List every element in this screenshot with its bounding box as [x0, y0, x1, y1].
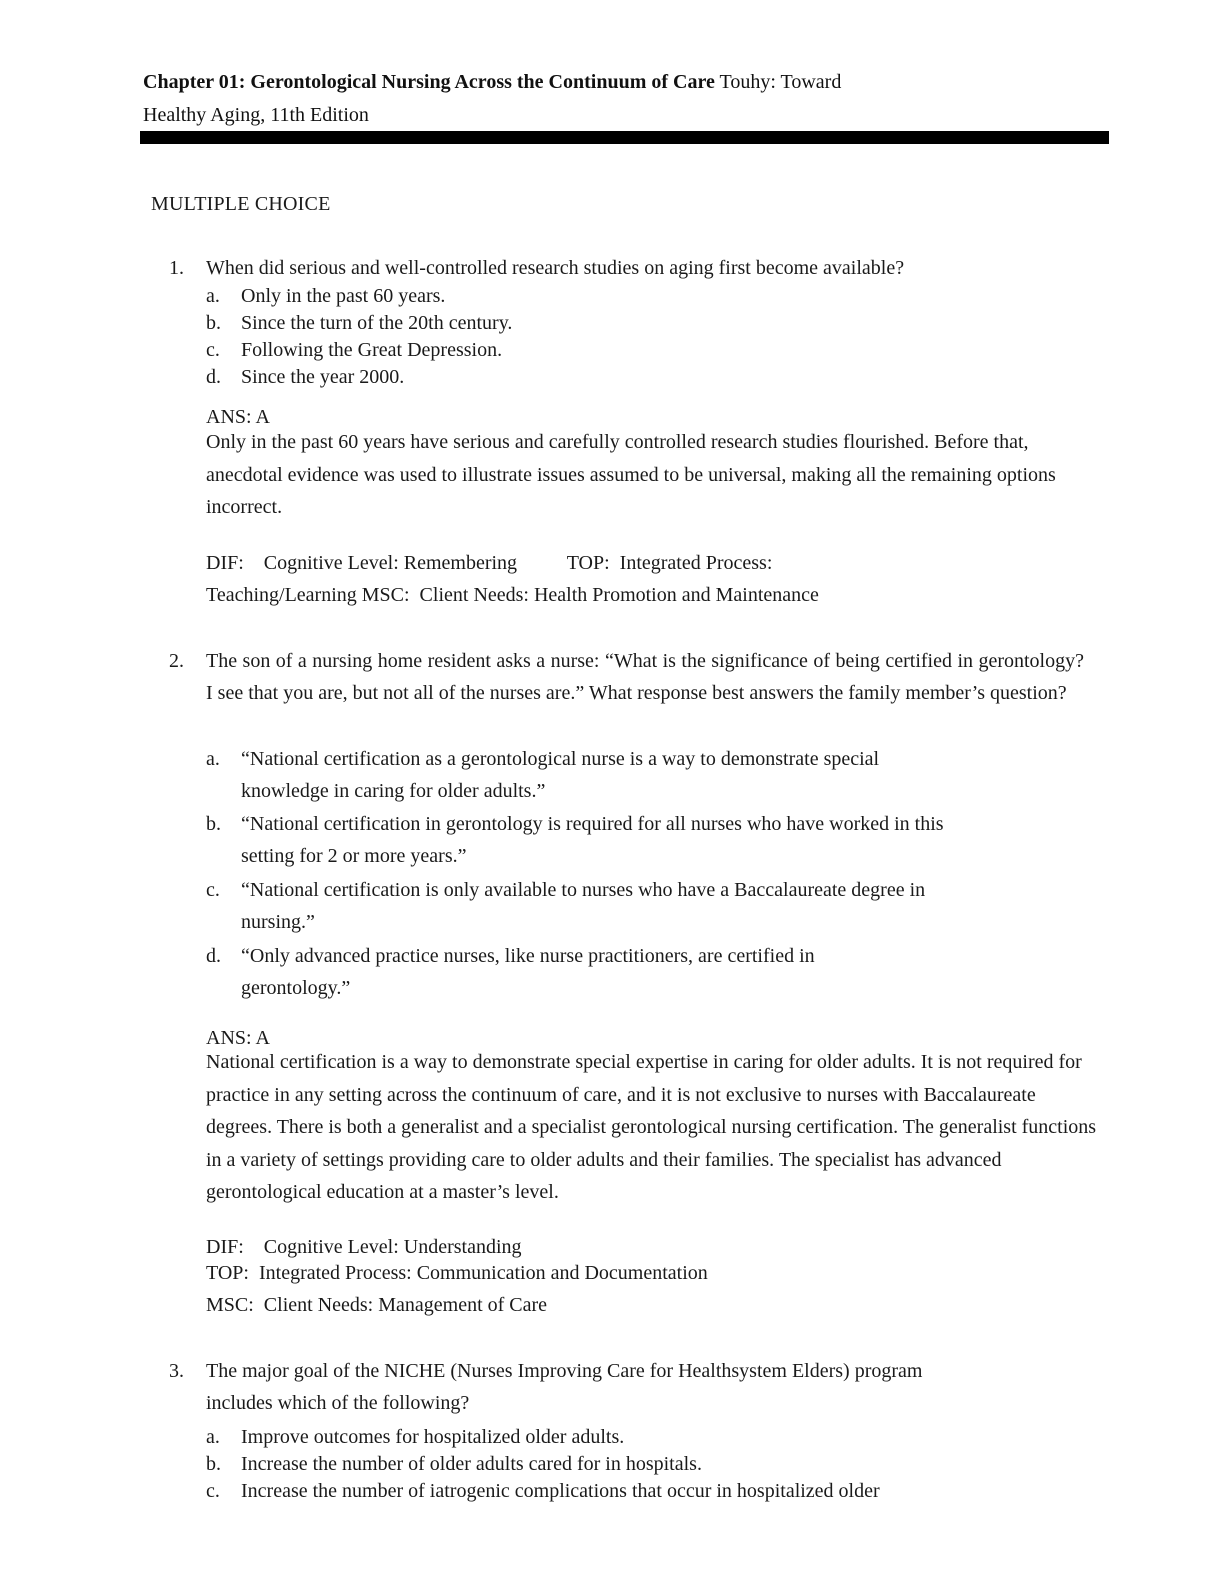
- question-number: 2.: [169, 650, 184, 672]
- rationale: Only in the past 60 years have serious and carefully controlled research studies flourished. Before that, anecdotal evidence was used to illustrate issues assumed to be universal, making all the remaining options incorrect.: [206, 431, 1056, 518]
- option-letter: b.: [206, 312, 221, 334]
- option-text: Since the year 2000.: [241, 366, 405, 388]
- option-text: Following the Great Depression.: [241, 339, 503, 361]
- chapter-title: Chapter 01: Gerontological Nursing Across the Continuum of Care: [143, 71, 715, 93]
- option-letter: b.: [206, 1453, 221, 1475]
- meta-line: TOP: Integrated Process: Communication and Documentation: [206, 1262, 708, 1284]
- meta-line: Teaching/Learning MSC: Client Needs: Health Promotion and Maintenance: [206, 584, 819, 606]
- option-letter: d.: [206, 945, 221, 967]
- answer-key: ANS: A: [206, 406, 270, 428]
- option-letter: b.: [206, 813, 221, 835]
- answer-key: ANS: A: [206, 1027, 270, 1049]
- option-letter: c.: [206, 879, 220, 901]
- document-header: [143, 66, 1103, 132]
- meta-line: DIF: Cognitive Level: Understanding: [206, 1236, 522, 1258]
- option-text-line: “Only advanced practice nurses, like nurse practitioners, are certified in: [241, 945, 815, 967]
- option-text: Only in the past 60 years.: [241, 285, 446, 307]
- option-letter: c.: [206, 1480, 220, 1502]
- header-rule: [140, 131, 1109, 144]
- question-text-line: The major goal of the NICHE (Nurses Improving Care for Healthsystem Elders) program: [206, 1360, 923, 1382]
- option-text-line: gerontology.”: [241, 977, 351, 999]
- option-text-line: nursing.”: [241, 911, 315, 933]
- option-letter: d.: [206, 366, 221, 388]
- question-text: When did serious and well-controlled research studies on aging first become available?: [206, 257, 905, 279]
- option-letter: a.: [206, 1426, 220, 1448]
- option-text: Increase the number of older adults cared for in hospitals.: [241, 1453, 702, 1475]
- question-number: 3.: [169, 1360, 184, 1382]
- question-text-line: includes which of the following?: [206, 1392, 470, 1414]
- option-text-line: setting for 2 or more years.”: [241, 845, 467, 867]
- option-text-line: “National certification in gerontology is required for all nurses who have worked in this: [241, 813, 944, 835]
- option-text: Increase the number of iatrogenic complications that occur in hospitalized older: [241, 1480, 880, 1502]
- option-letter: c.: [206, 339, 220, 361]
- question-text: The son of a nursing home resident asks a nurse: “What is the significance of being certified in gerontology? I see that you are, but not all of the nurses are.” What response best answers the family member’s question?: [206, 650, 1084, 704]
- option-text-line: “National certification is only available to nurses who have a Baccalaureate degree in: [241, 879, 926, 901]
- option-text: Since the turn of the 20th century.: [241, 312, 513, 334]
- header-line-2: Healthy Aging, 11th Edition: [143, 104, 369, 126]
- book-title-part1: Touhy: Toward: [714, 71, 842, 93]
- option-letter: a.: [206, 285, 220, 307]
- header-line-1: [143, 66, 1103, 99]
- option-text-line: “National certification as a gerontological nurse is a way to demonstrate special: [241, 748, 880, 770]
- question-number: 1.: [169, 257, 184, 279]
- section-title: MULTIPLE CHOICE: [151, 193, 331, 215]
- rationale: National certification is a way to demonstrate special expertise in caring for older adults. It is not required for practice in any setting across the continuum of care, and it is not exclusive to nurses with Baccalaureate degrees. There is both a generalist and a specialist gerontological nursing certification. The generalist functions in a variety of settings providing care to older adults and their families. The specialist has advanced gerontological education at a master’s level.: [206, 1051, 1097, 1203]
- option-text-line: knowledge in caring for older adults.”: [241, 780, 546, 802]
- meta-line: MSC: Client Needs: Management of Care: [206, 1294, 548, 1316]
- meta-line: DIF: Cognitive Level: Remembering TOP: Integrated Process:: [206, 552, 773, 574]
- option-text: Improve outcomes for hospitalized older adults.: [241, 1426, 625, 1448]
- option-letter: a.: [206, 748, 220, 770]
